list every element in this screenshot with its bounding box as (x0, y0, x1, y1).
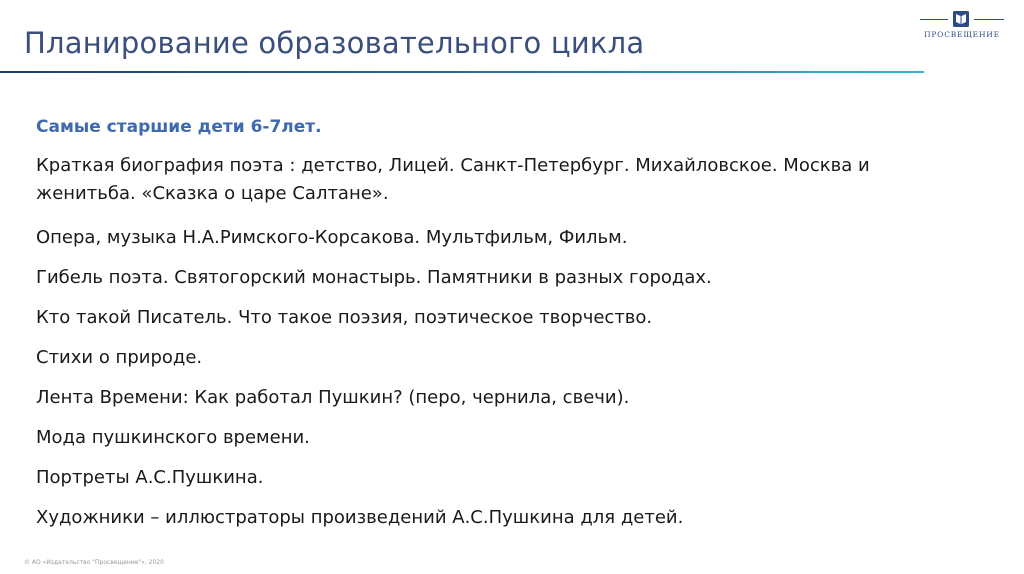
list-item: Краткая биография поэта : детство, Лицей. Санкт-Петербург. Михайловское. Москва и женитьба. «Сказка о царе Салтане». (36, 155, 870, 204)
list-item: Лента Времени: Как работал Пушкин? (перо, чернила, свечи). (36, 387, 630, 408)
list-item: Опера, музыка Н.А.Римского-Корсакова. Мультфильм, Фильм. (36, 227, 628, 248)
publisher-logo (914, 4, 1010, 44)
list-item: Гибель поэта. Святогорский монастырь. Памятники в разных городах. (36, 267, 712, 288)
age-group-subtitle: Самые старшие дети 6-7лет. (36, 117, 322, 137)
copyright-footer: © АО «Издательство "Просвещение"», 2020 (24, 559, 164, 566)
list-item: Художники – иллюстраторы произведений А.С.Пушкина для детей. (36, 507, 684, 528)
topic-list (36, 152, 966, 544)
logo-line-left (920, 19, 948, 20)
logo-text: ПРОСВЕЩЕНИЕ (924, 30, 1000, 39)
page-title: Планирование образовательного цикла (24, 26, 645, 60)
prosveshchenie-logo-icon (952, 10, 970, 28)
logo-line-right (974, 19, 1004, 20)
list-item: Мода пушкинского времени. (36, 427, 310, 448)
list-item: Кто такой Писатель. Что такое поэзия, поэтическое творчество. (36, 307, 653, 328)
list-item: Портреты А.С.Пушкина. (36, 467, 264, 488)
list-item: Стихи о природе. (36, 347, 203, 368)
title-underline (0, 71, 924, 73)
